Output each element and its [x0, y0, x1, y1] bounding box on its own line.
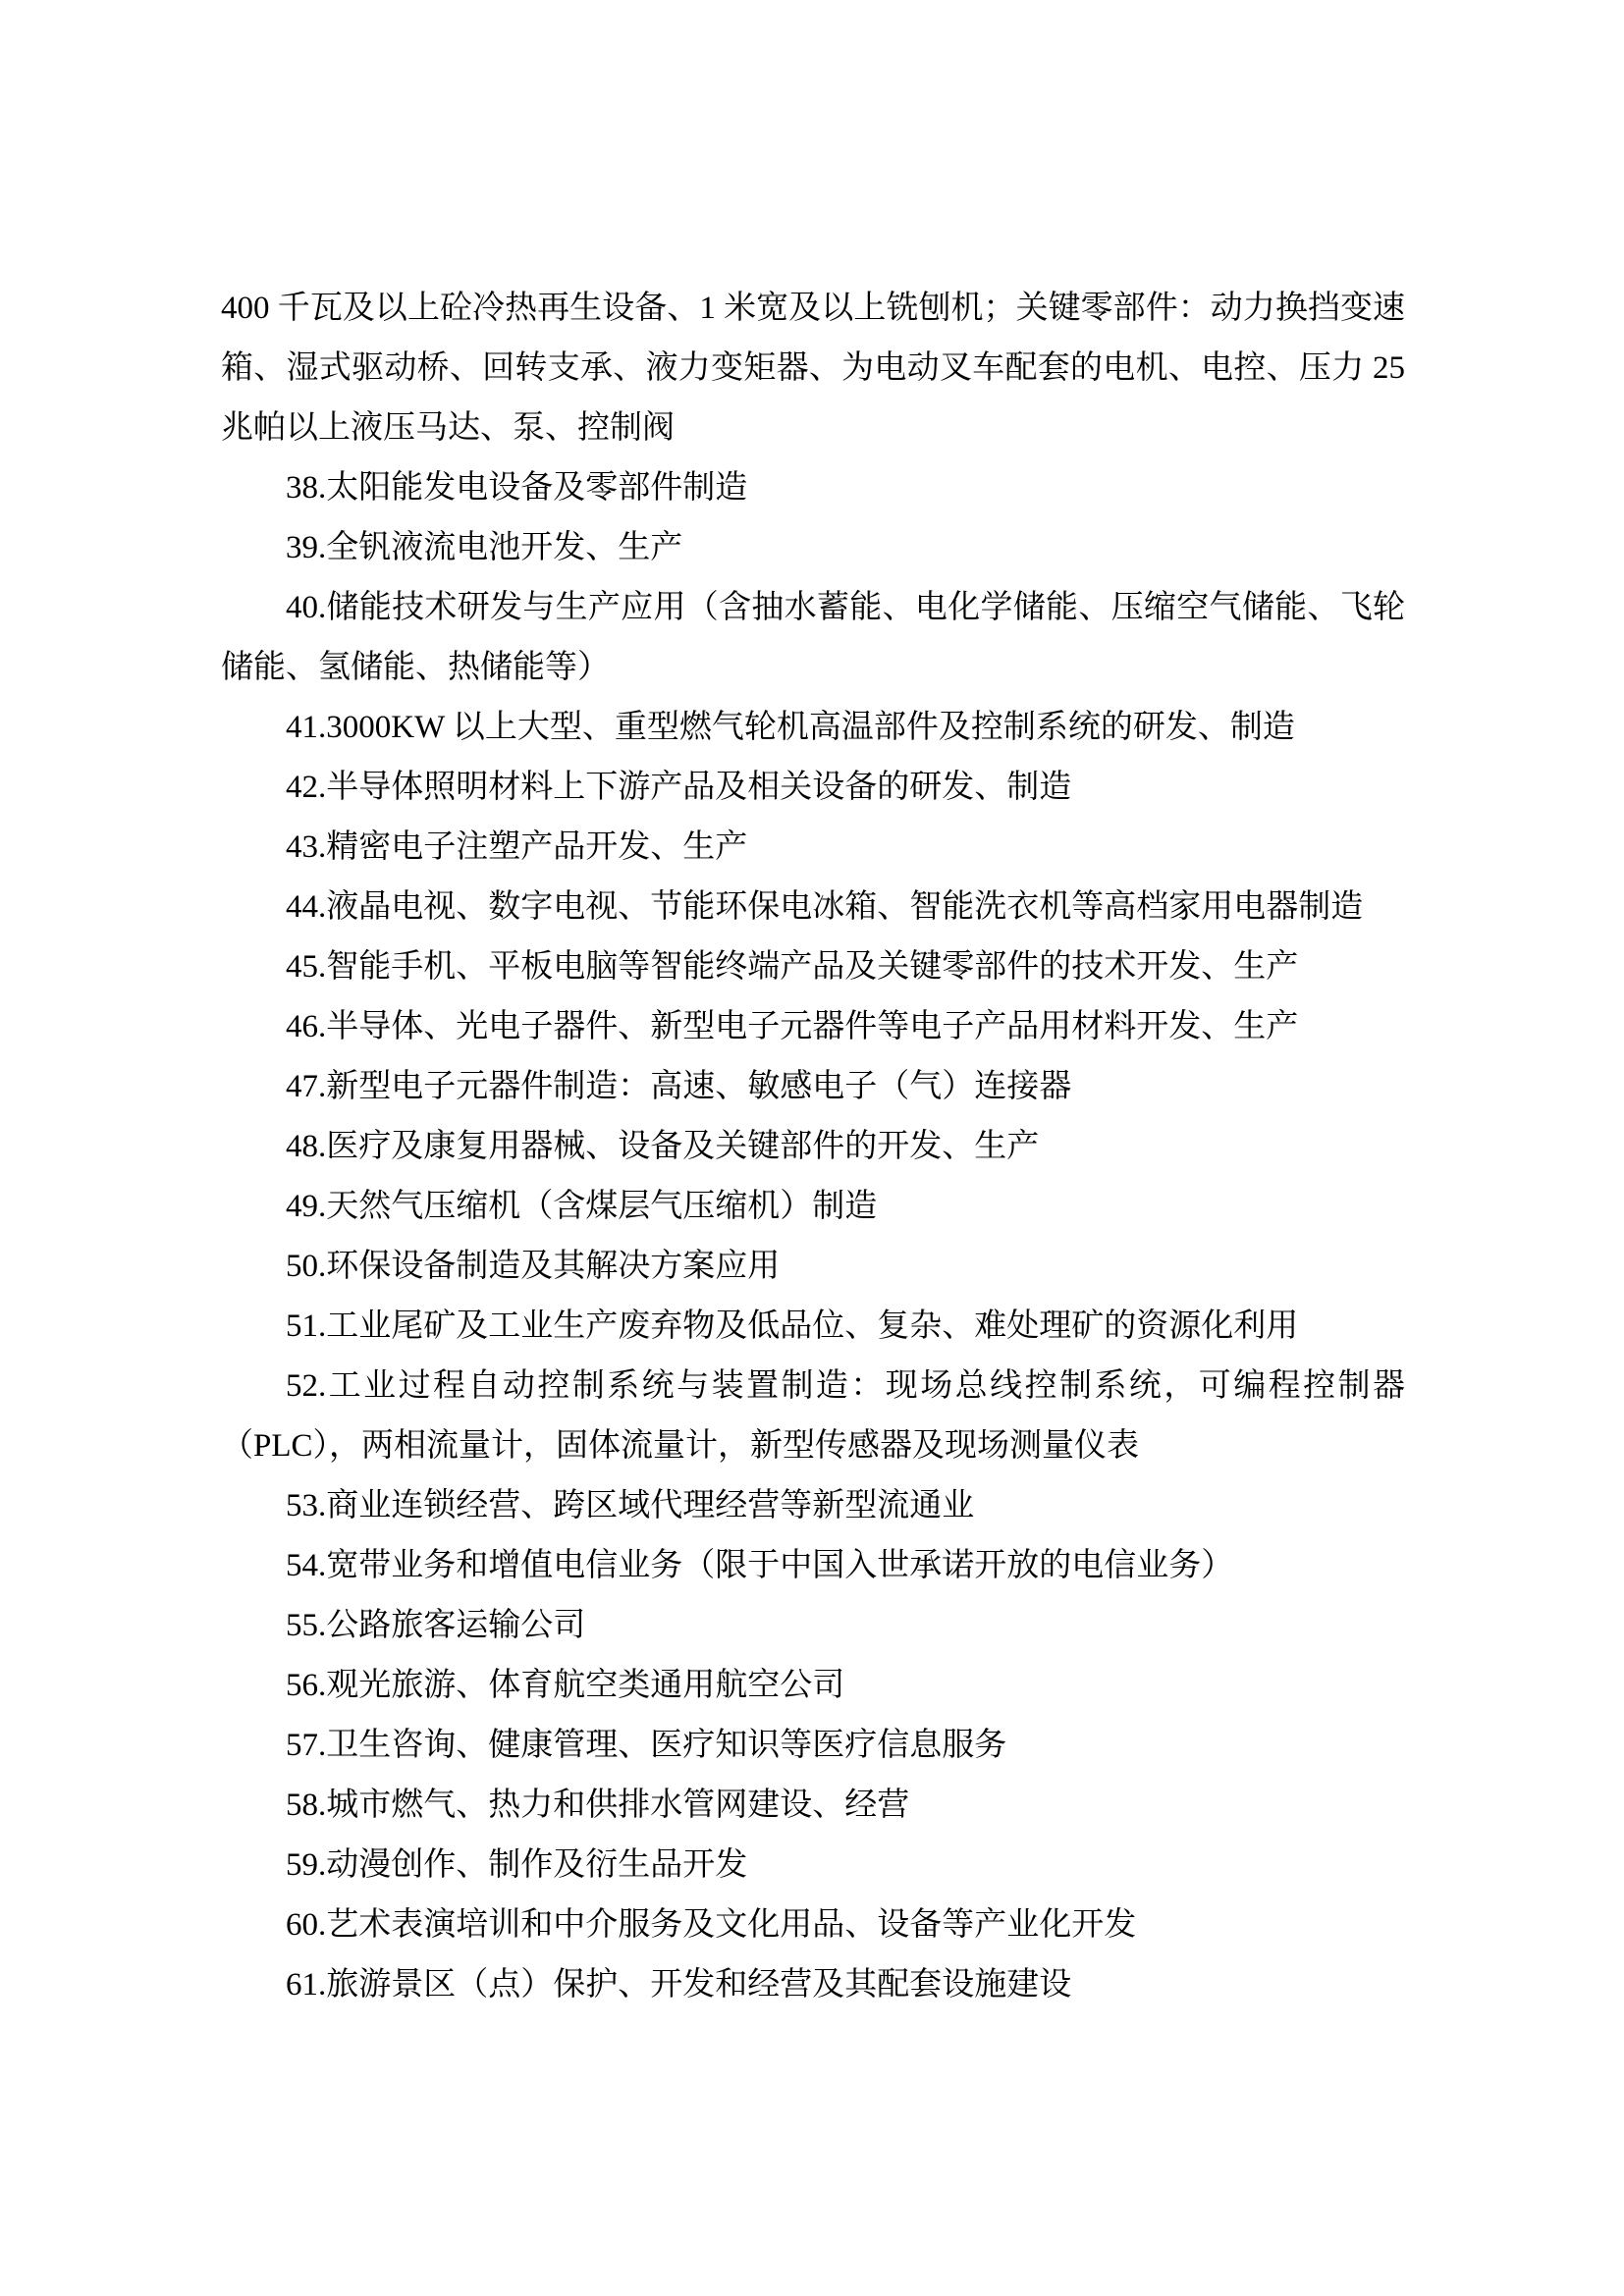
- list-item-paragraph: [221, 997, 1405, 1057]
- list-item-paragraph: [221, 518, 1405, 578]
- list-item-paragraph: [221, 698, 1405, 758]
- text-line: 39.全钒液流电池开发、生产: [286, 530, 683, 565]
- list-item-paragraph: [221, 1536, 1405, 1596]
- text-line: 41.3000KW 以上大型、重型燃气轮机高温部件及控制系统的研发、制造: [286, 710, 1295, 745]
- text-line: 58.城市燃气、热力和供排水管网建设、经营: [286, 1788, 910, 1823]
- list-item-paragraph: [221, 818, 1405, 878]
- text-line: 56.观光旅游、体育航空类通用航空公司: [286, 1668, 845, 1703]
- text-line: 47.新型电子元器件制造：高速、敏感电子（气）连接器: [286, 1069, 1072, 1104]
- text-line: 40.储能技术研发与生产应用（含抽水蓄能、电化学储能、压缩空气储能、飞轮: [286, 590, 1405, 625]
- list-item-paragraph: [221, 878, 1405, 937]
- text-line: 储能、氢储能、热储能等）: [221, 650, 610, 685]
- text-line: 48.医疗及康复用器械、设备及关键部件的开发、生产: [286, 1129, 1040, 1164]
- list-item-paragraph: [221, 937, 1405, 997]
- text-line: 兆帕以上液压马达、泵、控制阀: [221, 410, 675, 446]
- list-item-paragraph: [221, 1955, 1405, 2015]
- list-item-paragraph: [221, 1716, 1405, 1776]
- list-item-paragraph: [221, 1297, 1405, 1357]
- text-line: 52.工业过程自动控制系统与装置制造：现场总线控制系统，可编程控制器: [286, 1368, 1405, 1404]
- text-line: 57.卫生咨询、健康管理、医疗知识等医疗信息服务: [286, 1728, 1007, 1763]
- text-line: 箱、湿式驱动桥、回转支承、液力变矩器、为电动叉车配套的电机、电控、压力 25: [221, 350, 1405, 386]
- text-line: 50.环保设备制造及其解决方案应用: [286, 1249, 781, 1284]
- text-line: 400 千瓦及以上砼冷热再生设备、1 米宽及以上铣刨机；关键零部件：动力换挡变速: [221, 291, 1405, 326]
- list-item-paragraph: [221, 1896, 1405, 1955]
- text-line: 45.智能手机、平板电脑等智能终端产品及关键零部件的技术开发、生产: [286, 949, 1299, 985]
- list-item-paragraph: [221, 458, 1405, 518]
- list-item-paragraph: [221, 1476, 1405, 1536]
- text-line: 59.动漫创作、制作及衍生品开发: [286, 1847, 748, 1883]
- text-line: 54.宽带业务和增值电信业务（限于中国入世承诺开放的电信业务）: [286, 1548, 1234, 1583]
- list-item-paragraph: [221, 1836, 1405, 1896]
- text-line: 38.太阳能发电设备及零部件制造: [286, 470, 748, 506]
- page-content: [221, 279, 1405, 2015]
- list-item-paragraph: [221, 758, 1405, 818]
- text-line: 61.旅游景区（点）保护、开发和经营及其配套设施建设: [286, 1967, 1072, 2002]
- text-line: 55.公路旅客运输公司: [286, 1608, 586, 1643]
- text-line: 44.液晶电视、数字电视、节能环保电冰箱、智能洗衣机等高档家用电器制造: [286, 889, 1364, 925]
- list-item-paragraph: [221, 1177, 1405, 1237]
- text-line: 46.半导体、光电子器件、新型电子元器件等电子产品用材料开发、生产: [286, 1009, 1299, 1044]
- list-item-paragraph: [221, 1117, 1405, 1177]
- text-line: 53.商业连锁经营、跨区域代理经营等新型流通业: [286, 1488, 975, 1523]
- list-item-paragraph: [221, 1776, 1405, 1836]
- text-line: 49.天然气压缩机（含煤层气压缩机）制造: [286, 1189, 878, 1224]
- text-line: 42.半导体照明材料上下游产品及相关设备的研发、制造: [286, 770, 1072, 805]
- list-item-paragraph: [221, 578, 1405, 698]
- text-line: 51.工业尾矿及工业生产废弃物及低品位、复杂、难处理矿的资源化利用: [286, 1308, 1299, 1344]
- continuation-paragraph: [221, 279, 1405, 458]
- list-item-paragraph: [221, 1237, 1405, 1297]
- list-item-paragraph: [221, 1057, 1405, 1117]
- list-item-paragraph: [221, 1656, 1405, 1716]
- list-item-paragraph: [221, 1596, 1405, 1656]
- list-item-paragraph: [221, 1357, 1405, 1476]
- text-line: 43.精密电子注塑产品开发、生产: [286, 829, 748, 865]
- text-line: （PLC），两相流量计，固体流量计，新型传感器及现场测量仪表: [221, 1428, 1140, 1464]
- text-line: 60.艺术表演培训和中介服务及文化用品、设备等产业化开发: [286, 1907, 1137, 1943]
